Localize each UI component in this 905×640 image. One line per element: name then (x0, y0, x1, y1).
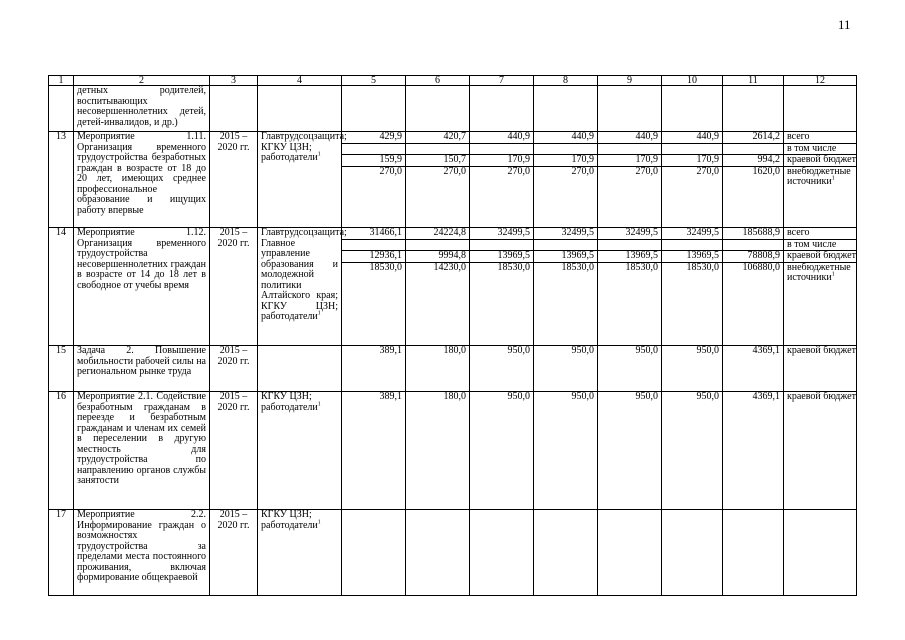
amount-cell: 32499,5 13969,5 18530,0 (662, 228, 723, 346)
header-cell: 5 (342, 76, 406, 86)
table-row (49, 510, 857, 596)
executor: Главтрудсоцзащита; КГКУ ЦЗН; работодатели$^1$ (258, 132, 342, 228)
table-row (49, 346, 857, 392)
header-cell: 8 (534, 76, 598, 86)
period: 2015 – 2020 гг. (210, 510, 258, 596)
table-row (49, 132, 857, 228)
amount-cell: 950,0 (598, 392, 662, 510)
table-row (49, 392, 857, 510)
amount-cell: 950,0 (598, 346, 662, 392)
activity-description: Мероприятие 1.11. Организация временного трудоустройства безработных граждан в возрасте от 18 до 20 лет, имеющих среднее профессиональное образование и ищущих работу впервые (74, 132, 210, 228)
amount-cell: 24224,8 9994,8 14230,0 (406, 228, 470, 346)
activity-description: Мероприятие 2.1. Содействие безработным гражданам в переезде и безработным гражданам и членам их семей в переселении в другую местность для трудоустройства по направлению органов службы занятости (74, 392, 210, 510)
header-row (49, 76, 857, 86)
header-cell: 1 (49, 76, 74, 86)
funding-source: краевой бюджет (784, 346, 857, 392)
header-cell: 9 (598, 76, 662, 86)
row-number: 13 (49, 132, 74, 228)
amount-cell: 180,0 (406, 392, 470, 510)
amount-cell: 420,7 150,7 270,0 (406, 132, 470, 228)
table-row (49, 228, 857, 346)
amount-cell: 950,0 (662, 392, 723, 510)
header-cell: 11 (723, 76, 784, 86)
amount-cell: 950,0 (662, 346, 723, 392)
amount-cell: 389,1 (342, 392, 406, 510)
amount-cell: 440,9 170,9 270,0 (470, 132, 534, 228)
amount-cell: 950,0 (534, 346, 598, 392)
funding-source: всего в том числе краевой бюджет внебюджетные источники$^1$ (784, 228, 857, 346)
row-number: 14 (49, 228, 74, 346)
activity-description: Мероприятие 2.2. Информирование граждан о возможностях трудоустройства за пределами места постоянного проживания, включая формирование общекраевой (74, 510, 210, 596)
amount-cell: 2614,2 994,2 1620,0 (723, 132, 784, 228)
header-cell: 12 (784, 76, 857, 86)
row-number: 16 (49, 392, 74, 510)
row-number: 17 (49, 510, 74, 596)
amount-cell: 4369,1 (723, 392, 784, 510)
program-table (48, 75, 857, 596)
table-row (49, 86, 857, 132)
amount-cell: 950,0 (534, 392, 598, 510)
header-cell: 2 (74, 76, 210, 86)
period: 2015 – 2020 гг. (210, 346, 258, 392)
activity-description: Мероприятие 1.12. Организация временного трудоустройства несовершеннолетних граждан в возрасте от 14 до 18 лет в свободное от учебы время (74, 228, 210, 346)
amount-cell: 440,9 170,9 270,0 (598, 132, 662, 228)
amount-cell: 440,9 170,9 270,0 (534, 132, 598, 228)
period: 2015 – 2020 гг. (210, 392, 258, 510)
header-cell: 4 (258, 76, 342, 86)
header-cell: 3 (210, 76, 258, 86)
amount-cell: 185688,9 78808,9 106880,0 (723, 228, 784, 346)
amount-cell: 31466,1 12936,1 18530,0 (342, 228, 406, 346)
header-cell: 7 (470, 76, 534, 86)
amount-cell: 180,0 (406, 346, 470, 392)
executor (258, 346, 342, 392)
amount-cell: 32499,5 13969,5 18530,0 (470, 228, 534, 346)
row-number: 15 (49, 346, 74, 392)
amount-cell: 440,9 170,9 270,0 (662, 132, 723, 228)
period: 2015 – 2020 гг. (210, 228, 258, 346)
amount-cell: 4369,1 (723, 346, 784, 392)
activity-description: детных родителей, воспитывающих несовершеннолетних детей, детей-инвалидов, и др.) (74, 86, 210, 132)
funding-source: краевой бюджет (784, 392, 857, 510)
amount-cell: 950,0 (470, 392, 534, 510)
header-cell: 10 (662, 76, 723, 86)
amount-cell: 32499,5 13969,5 18530,0 (534, 228, 598, 346)
amount-cell: 389,1 (342, 346, 406, 392)
amount-cell: 950,0 (470, 346, 534, 392)
amount-cell: 429,9 159,9 270,0 (342, 132, 406, 228)
header-cell: 6 (406, 76, 470, 86)
executor: КГКУ ЦЗН; работодатели$^1$ (258, 510, 342, 596)
amount-cell: 32499,5 13969,5 18530,0 (598, 228, 662, 346)
executor: Главтрудсоцзащита; Главное управление образования и молодежной политики Алтайского края; КГКУ ЦЗН; работодатели$^1$ (258, 228, 342, 346)
task-description: Задача 2. Повышение мобильности рабочей силы на региональном рынке труда (74, 346, 210, 392)
period: 2015 – 2020 гг. (210, 132, 258, 228)
funding-source: всего в том числе краевой бюджет внебюджетные источники$^1$ (784, 132, 857, 228)
page-number: 11 (838, 17, 851, 32)
executor: КГКУ ЦЗН; работодатели$^1$ (258, 392, 342, 510)
